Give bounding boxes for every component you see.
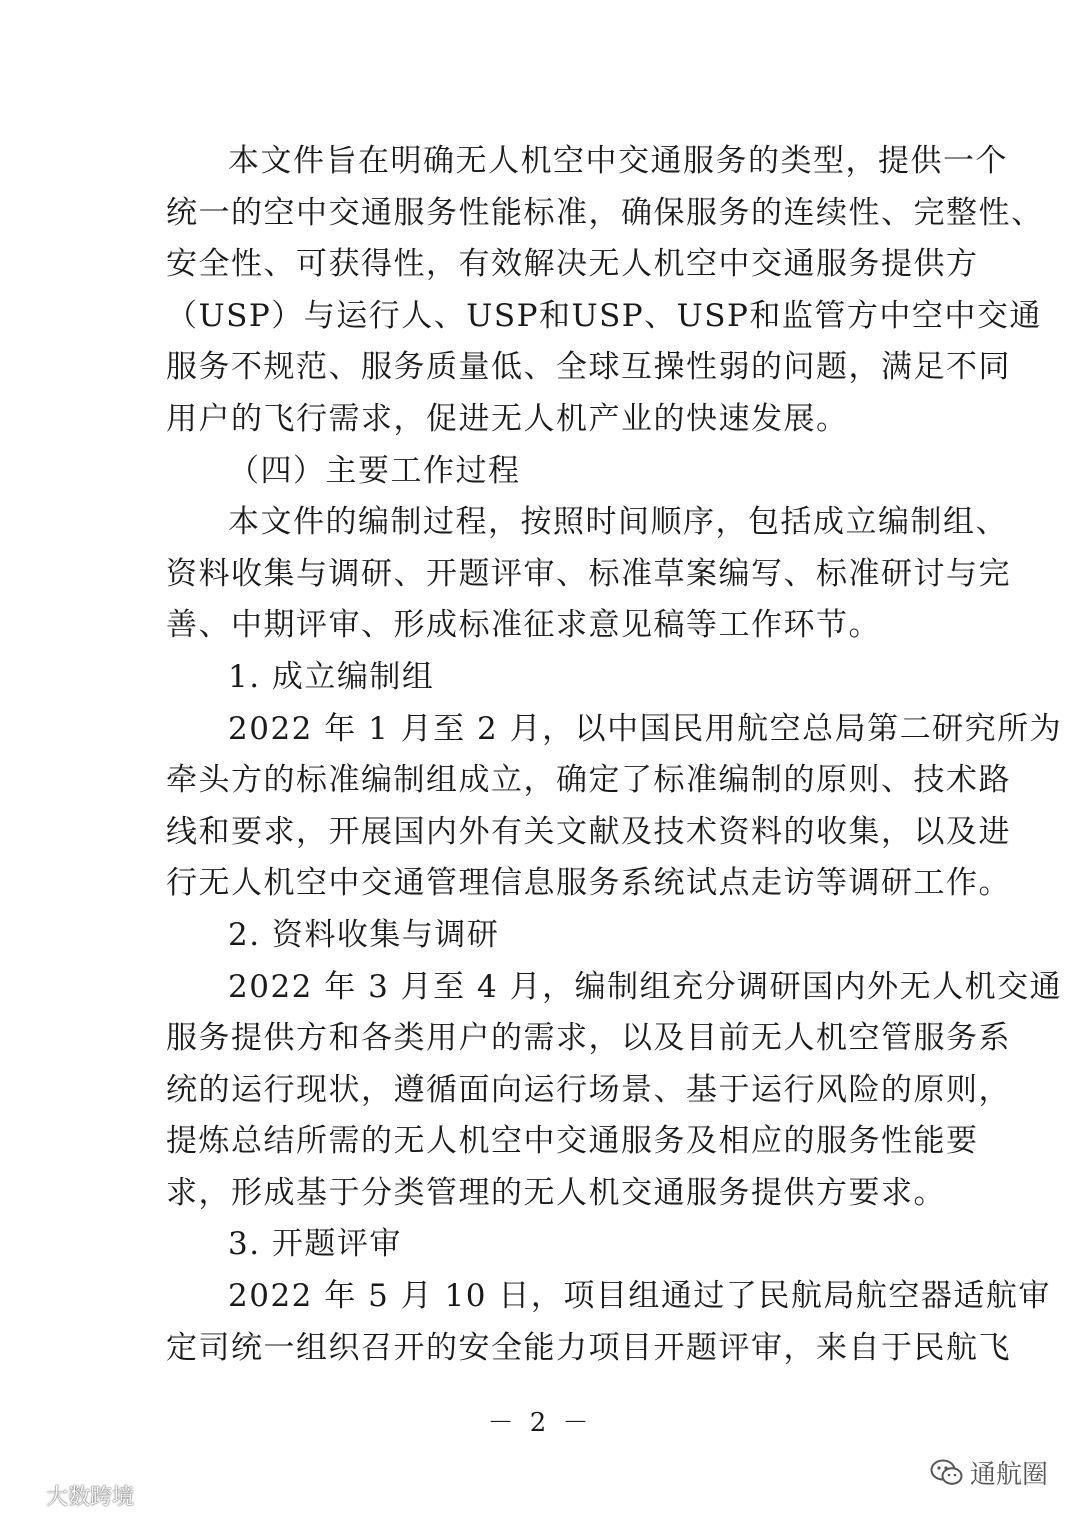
section-heading [166, 446, 918, 498]
watermark-logo-icon [6, 1485, 42, 1507]
item-1-title [166, 652, 918, 704]
text-line: 统的运行现状，遵循面向运行场景、基于运行风险的原则， [166, 1071, 1011, 1108]
watermark-right-text: 通航圈 [969, 1460, 1048, 1490]
text-line: 定司统一组织召开的安全能力项目开题评审，来自于民航飞 [166, 1329, 1011, 1366]
paragraph-process-overview [166, 497, 1011, 652]
item-3-body [166, 1271, 1051, 1374]
item-3-title [166, 1219, 918, 1271]
item-2-title [166, 910, 918, 962]
text-line: 服务不规范、服务质量低、全球互操性弱的问题，满足不同 [166, 349, 1011, 386]
text-line: 善、中期评审、形成标准征求意见稿等工作环节。 [166, 607, 881, 644]
text-line: 求，形成基于分类管理的无人机交通服务提供方要求。 [166, 1174, 946, 1211]
wechat-icon [930, 1458, 964, 1488]
item-title-text: 3. 开题评审 [228, 1226, 402, 1263]
paragraph-intro [166, 136, 1044, 446]
text-line: 提炼总结所需的无人机空中交通服务及相应的服务性能要 [166, 1123, 979, 1160]
text-line: 资料收集与调研、开题评审、标准草案编写、标准研讨与完 [166, 555, 1011, 592]
text-line: 2022 年 3 月至 4 月，编制组充分调研国内外无人机交通 [228, 968, 1063, 1005]
text-line: 用户的飞行需求，促进无人机产业的快速发展。 [166, 400, 849, 437]
text-line: 本文件旨在明确无人机空中交通服务的类型，提供一个 [228, 143, 1008, 179]
heading-text: （四）主要工作过程 [228, 452, 521, 489]
item-title-text: 1. 成立编制组 [228, 658, 435, 695]
text-line: 线和要求，开展国内外有关文献及技术资料的收集，以及进 [166, 813, 1011, 850]
document-body [166, 136, 1063, 1374]
page-number: － 2 － [487, 1408, 593, 1438]
text-line: 行无人机空中交通管理信息服务系统试点走访等调研工作。 [166, 865, 1011, 902]
watermark-left [6, 1480, 134, 1511]
text-line: 2022 年 1 月至 2 月，以中国民用航空总局第二研究所为 [228, 710, 1063, 747]
watermark-left-text: 大数跨境 [46, 1485, 135, 1510]
text-line: （USP）与运行人、USP和USP、USP和监管方中空中交通 [166, 297, 1042, 334]
watermark-right [930, 1454, 1048, 1491]
item-2-body [166, 962, 1063, 1220]
text-line: 本文件的编制过程，按照时间顺序，包括成立编制组、 [228, 504, 1008, 541]
text-line: 2022 年 5 月 10 日，项目组通过了民航局航空器适航审 [228, 1278, 1051, 1315]
text-line: 服务提供方和各类用户的需求，以及目前无人机空管服务系 [166, 1020, 1011, 1057]
item-1-body [166, 704, 1063, 910]
text-line: 牵头方的标准编制组成立，确定了标准编制的原则、技术路 [166, 762, 1011, 799]
item-title-text: 2. 资料收集与调研 [228, 916, 500, 953]
text-line: 安全性、可获得性，有效解决无人机空中交通服务提供方 [166, 246, 979, 283]
text-line: 统一的空中交通服务性能标准，确保服务的连续性、完整性、 [166, 194, 1044, 231]
